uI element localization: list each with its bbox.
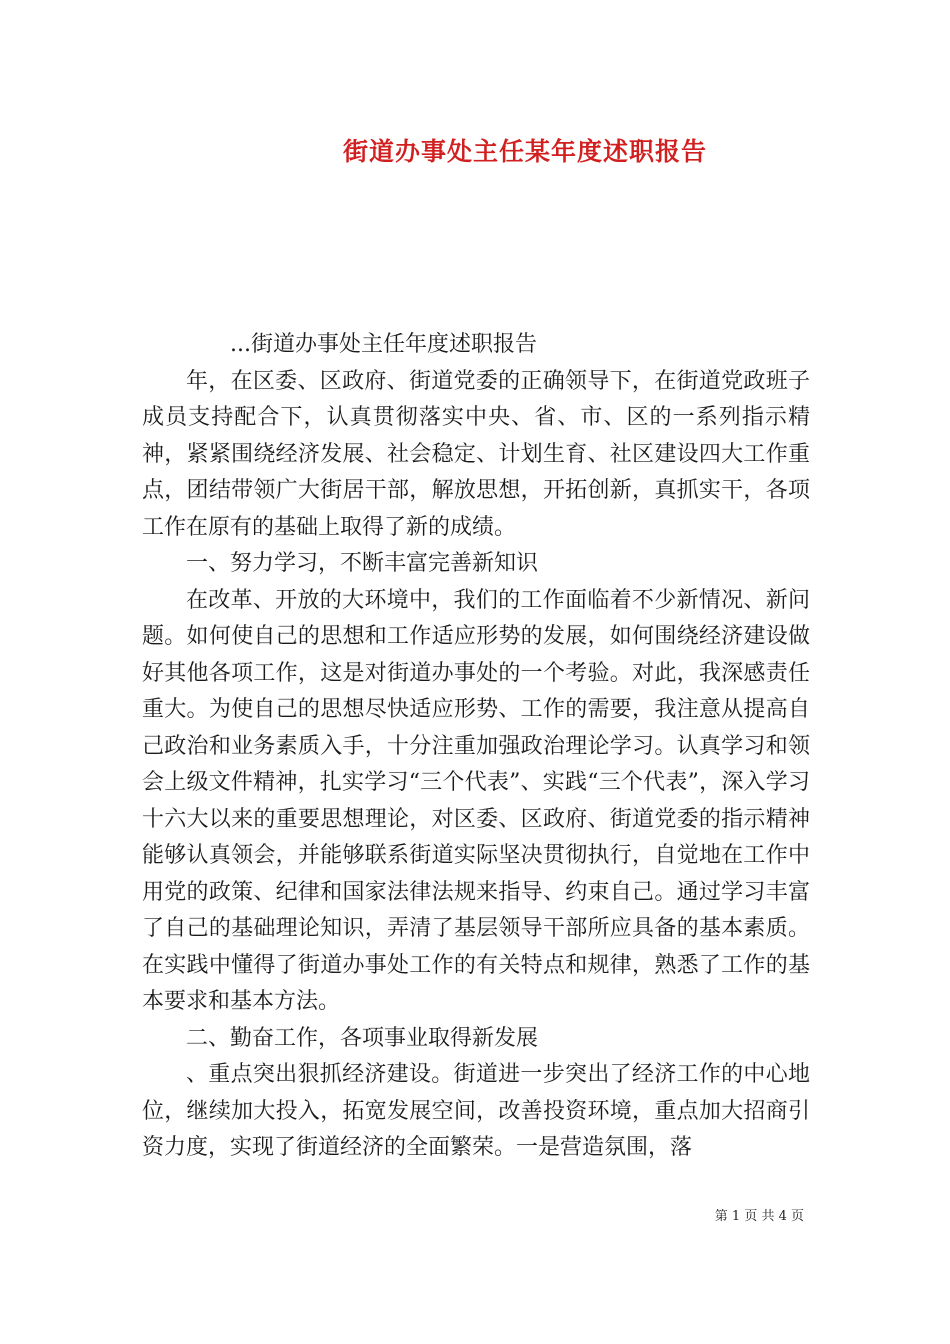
section-heading-1: 一、努力学习，不断丰富完善新知识 — [186, 551, 539, 576]
page-footer: 第 1 页 共 4 页 — [714, 1209, 804, 1224]
paragraph-intro: 年，在区委、区政府、街道党委的正确领导下，在街道党政班子成员支持配合下，认真贯彻落实中央、省、市、区的一系列指示精神，紧紧围绕经济发展、社会稳定、计划生育、社区建设四大工作重点，团结带领广大街居干部，解放思想，开拓创新，真抓实干，各项工作在原有的基础上取得了新的成绩。 — [142, 368, 810, 540]
document-body — [142, 327, 810, 1167]
lead-line: ...街道办事处主任年度述职报告 — [230, 332, 537, 357]
document-title: 街道办事处主任某年度述职报告 — [342, 137, 707, 166]
paragraph-economy: 、重点突出狠抓经济建设。街道进一步突出了经济工作的中心地位，继续加大投入，拓宽发展空间，改善投资环境，重点加大招商引资力度，实现了街道经济的全面繁荣。一是营造氛围，落 — [142, 1062, 810, 1160]
section-heading-2: 二、勤奋工作，各项事业取得新发展 — [186, 1025, 539, 1051]
paragraph-study: 在改革、开放的大环境中，我们的工作面临着不少新情况、新问题。如何使自己的思想和工作适应形势的发展，如何围绕经济建设做好其他各项工作，这是对街道办事处的一个考验。对此，我深感责任重大。为使自己的思想尽快适应形势、工作的需要，我注意从提高自己政治和业务素质入手，十分注重加强政治理论学习。认真学习和领会上级文件精神，扎实学习“三个代表”、实践“三个代表”，深入学习十六大以来的重要思想理论，对区委、区政府、街道党委的指示精神能够认真领会，并能够联系街道实际坚决贯彻执行，自觉地在工作中用党的政策、纪律和国家法律法规来指导、约束自己。通过学习丰富了自己的基础理论知识，弄清了基层领导干部所应具备的基本素质。在实践中懂得了街道办事处工作的有关特点和规律，熟悉了工作的基本要求和基本方法。 — [142, 587, 810, 1014]
